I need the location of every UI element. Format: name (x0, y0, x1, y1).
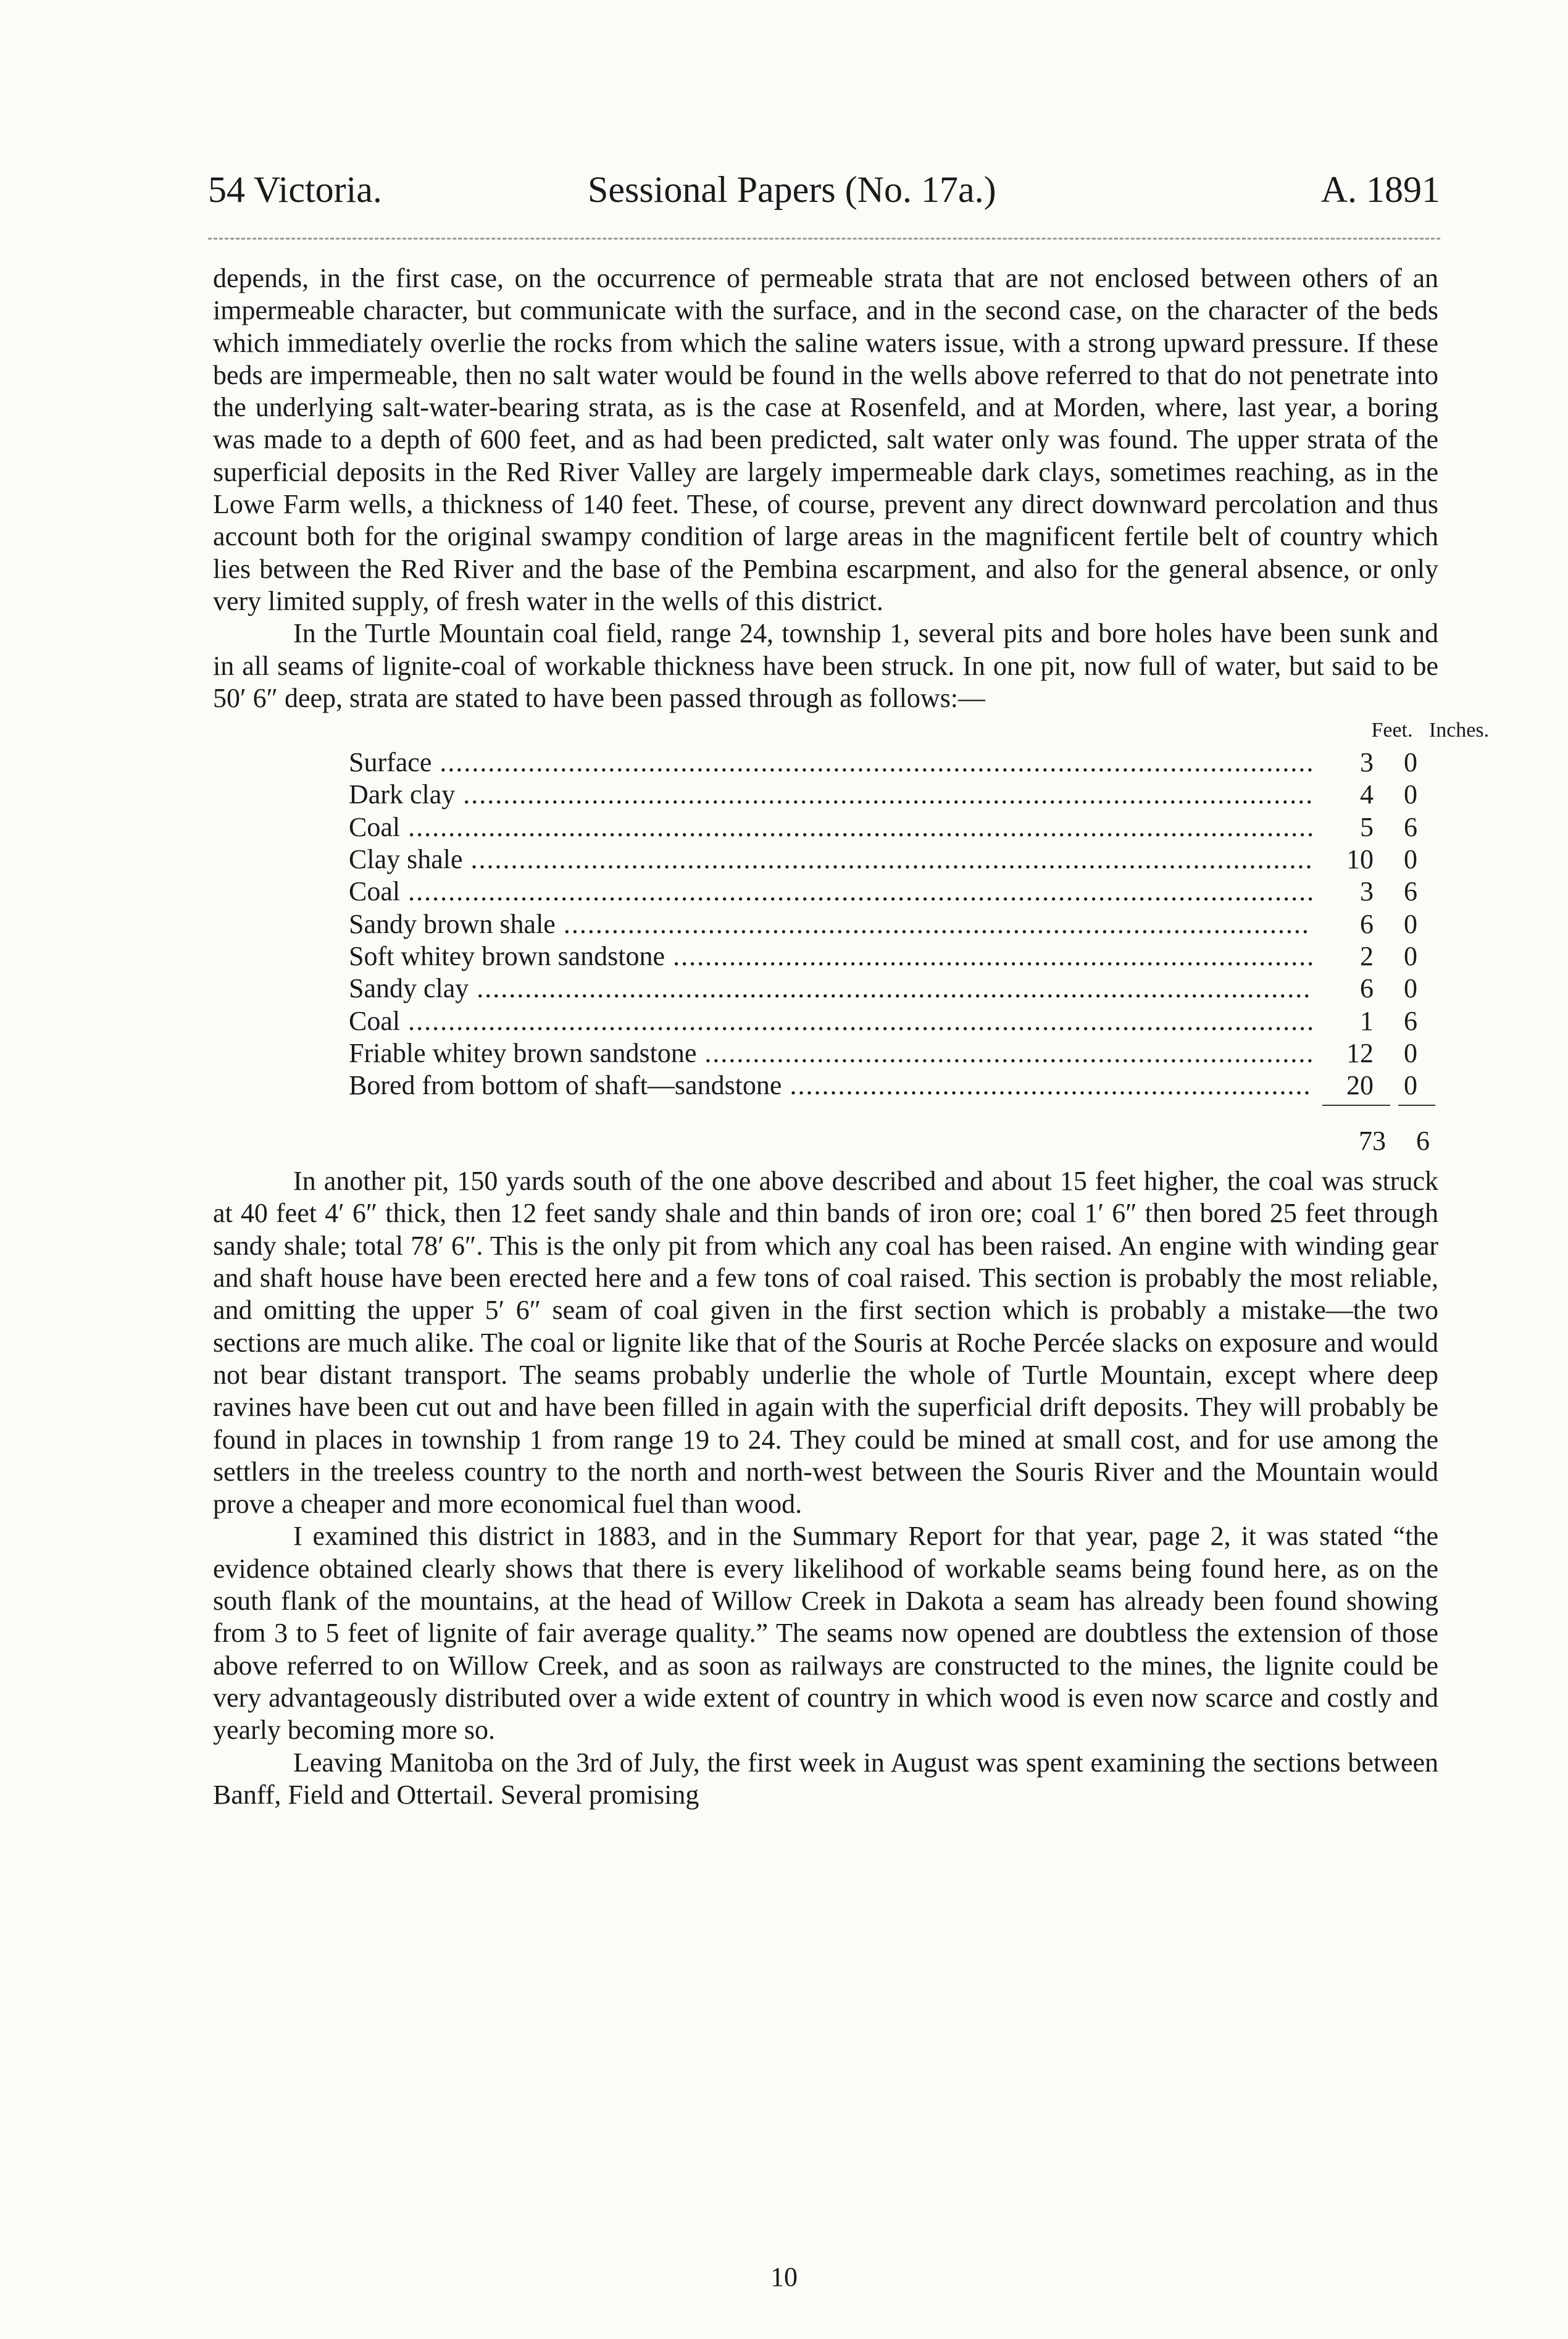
stratum-feet: 12 (1346, 1037, 1374, 1068)
stratum-feet: 2 (1360, 940, 1374, 971)
stratum-inches: 0 (1404, 1037, 1417, 1068)
stratum-label: Sandy brown shale ..... (349, 908, 1312, 940)
stratum-feet: 10 (1346, 844, 1374, 875)
strata-rows (349, 747, 1438, 1102)
table-row (349, 811, 1438, 843)
stratum-label: Soft whitey brown sandstone ..... (349, 940, 1312, 973)
table-row (349, 973, 1438, 1005)
table-row (349, 843, 1438, 876)
stratum-label: Sandy clay ..... (349, 973, 1312, 1005)
stratum-label: Coal ..... (349, 1005, 1312, 1037)
stratum-inches: 0 (1404, 844, 1417, 875)
stratum-label: Friable whitey brown sandstone ..... (349, 1037, 1312, 1069)
table-row (349, 1037, 1438, 1069)
paragraph-5: Leaving Manitoba on the 3rd of July, the first week in August was spent examining the sections between Banff, Field and Ottertail. Several promising (213, 1747, 1438, 1810)
header-year: A. 1891 (1320, 169, 1440, 210)
stratum-label: Dark clay ..... (349, 779, 1312, 811)
table-row (349, 876, 1438, 908)
stratum-inches: 0 (1404, 1070, 1417, 1101)
paragraph-1: depends, in the first case, on the occurrence of permeable strata that are not enclosed between others of an impermeable character, but communicate with the surface, and in the second case, on the character of the beds which immediately overlie the rocks from which the saline waters issue, with a strong upward pressure. If these beds are impermeable, then no salt water would be found in the wells above referred to that do not penetrate into the underlying salt-water-bearing strata, as is the case at Rosenfeld, and at Morden, where, last year, a boring was made to a depth of 600 feet, and as had been predicted, salt water only was found. The upper strata of the superficial deposits in the Red River Valley are largely impermeable dark clays, sometimes reaching, as in the Lowe Farm wells, a thickness of 140 feet. These, of course, prevent any direct downward percolation and thus account both for the original swampy condition of large areas in the magnificent fertile belt of country which lies between the Red River and the base of the Pembina escarpment, and also for the general absence, or only very limited supply, of fresh water in the wells of this district. (213, 263, 1438, 616)
paragraph-4: I examined this district in 1883, and in the Summary Report for that year, page 2, it was stated “the evidence obtained clearly shows that there is every likelihood of workable seams being found here, as on the south flank of the mountains, at the head of Willow Creek in Dakota a seam has already been found showing from 3 to 5 feet of lignite of fair average quality.” The seams now opened are doubtless the extension of those above referred to on Willow Creek, and as soon as railways are constructed to the mines, the lignite could be very advantageously distributed over a wide extent of country in which wood is even now scarce and costly and yearly becoming more so. (213, 1521, 1438, 1746)
page-header (208, 168, 1440, 211)
stratum-feet: 6 (1360, 908, 1374, 939)
strata-table-header (1364, 714, 1493, 747)
total-rule-feet (1322, 1105, 1390, 1106)
table-row (349, 1005, 1438, 1037)
page-body (213, 262, 1490, 1811)
stratum-feet: 1 (1360, 1005, 1374, 1036)
total-inches: 6 (1416, 1126, 1430, 1157)
stratum-label: Surface ..... (349, 747, 1312, 779)
total-feet: 73 (1359, 1126, 1386, 1157)
page-number: 10 (770, 2262, 798, 2292)
stratum-feet: 20 (1346, 1070, 1374, 1101)
inches-column-heading: Inches. (1428, 719, 1490, 742)
stratum-inches: 6 (1404, 876, 1417, 907)
strata-total (1312, 1125, 1448, 1157)
stratum-inches: 0 (1404, 779, 1417, 810)
strata-table (213, 714, 1490, 1165)
stratum-feet: 3 (1360, 876, 1374, 907)
stratum-inches: 6 (1404, 811, 1417, 842)
table-row (349, 940, 1438, 973)
stratum-inches: 6 (1404, 1005, 1417, 1036)
stratum-label: Bored from bottom of shaft—sandstone ..... (349, 1069, 1312, 1102)
table-row (349, 779, 1438, 811)
stratum-feet: 5 (1360, 811, 1374, 842)
stratum-inches: 0 (1404, 908, 1417, 939)
paragraph-3: In another pit, 150 yards south of the one above described and about 15 feet higher, the coal was struck at 40 feet 4′ 6″ thick, then 12 feet sandy shale and thin bands of iron ore; coal 1′ 6″ then bored 25 feet through sandy shale; total 78′ 6″. This is the only pit from which any coal has been raised. An engine with winding gear and shaft house have been erected here and a few tons of coal raised. This section is probably the most reliable, and omitting the upper 5′ 6″ seam of coal given in the first section which is probably a mistake—the two sections are much alike. The coal or lignite like that of the Souris at Roche Percée slacks on exposure and would not bear distant transport. The seams probably underlie the whole of Turtle Mountain, except where deep ravines have been cut out and have been filled in again with the superficial drift deposits. They will probably be found in places in township 1 from range 19 to 24. They could be mined at small cost, and for use among the settlers in the treeless country to the north and north-west between the Souris River and the Mountain would prove a cheaper and more economical fuel than wood. (213, 1166, 1438, 1520)
header-rule (208, 238, 1440, 240)
stratum-label: Coal ..... (349, 876, 1312, 908)
table-row (349, 747, 1438, 779)
stratum-label: Clay shale ..... (349, 843, 1312, 876)
stratum-inches: 0 (1404, 747, 1417, 778)
stratum-feet: 4 (1360, 779, 1374, 810)
table-row (349, 1069, 1438, 1102)
stratum-label: Coal ..... (349, 811, 1312, 843)
table-row (349, 908, 1438, 940)
paragraph-2: In the Turtle Mountain coal field, range 24, township 1, several pits and bore holes have been sunk and in all seams of lignite-coal of workable thickness have been struck. In one pit, now full of water, but said to be 50′ 6″ deep, strata are stated to have been passed through as follows:— (213, 618, 1438, 713)
stratum-feet: 6 (1360, 973, 1374, 1004)
header-title: Sessional Papers (No. 17a.) (588, 169, 996, 210)
stratum-inches: 0 (1404, 973, 1417, 1004)
stratum-feet: 3 (1360, 747, 1374, 778)
feet-column-heading: Feet. (1371, 719, 1413, 742)
stratum-inches: 0 (1404, 940, 1417, 971)
header-volume: 54 Victoria. (208, 169, 382, 210)
total-rule-inches (1398, 1105, 1435, 1106)
